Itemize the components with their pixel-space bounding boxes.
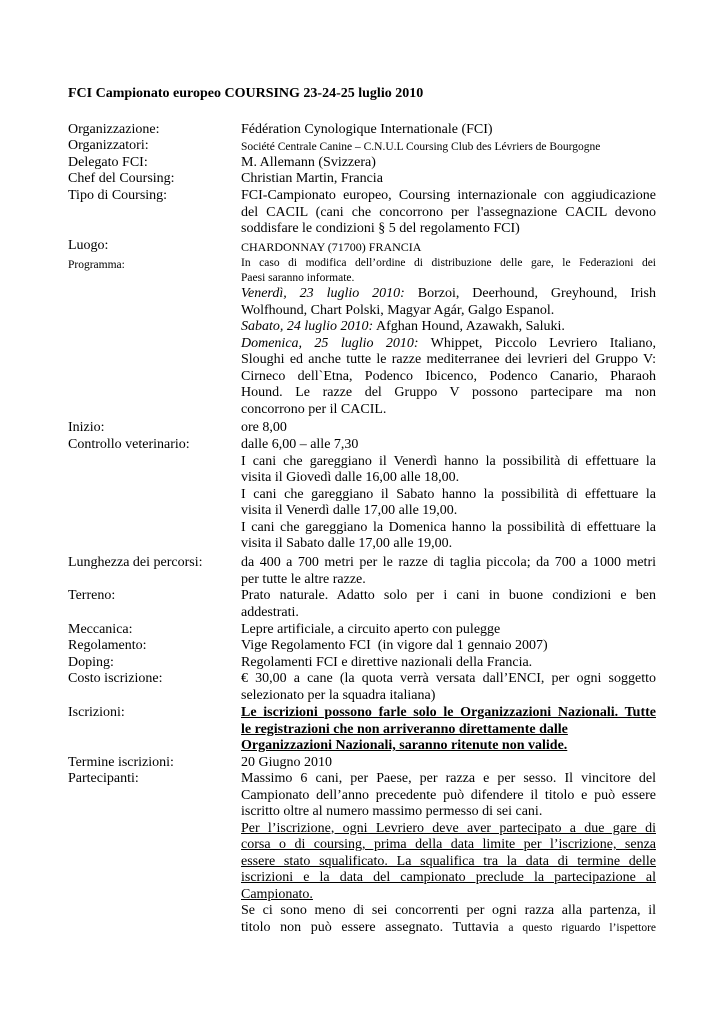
text-line: I cani che gareggiano il Venerdì hanno la possibilità di effettuare la	[241, 453, 656, 469]
value-organizzatori: Société Centrale Canine – C.N.U.L Coursing Club des Lévriers de Bourgogne	[241, 141, 601, 153]
label-chef: Chef del Coursing:	[68, 171, 175, 186]
text-line: del CACIL (cani che concorrono per l'assegnazione CACIL devono	[241, 204, 656, 220]
text-line: I cani che gareggiano la Domenica hanno la possibilità di effettuare la	[241, 519, 656, 535]
text-line: Se ci sono meno di sei concorrenti per ogni razza alla partenza, il	[241, 903, 656, 918]
text-line: dalle 6,00 – alle 7,30	[241, 437, 359, 452]
value-controllo	[241, 437, 656, 553]
value-delegato: M. Allemann (Svizzera)	[241, 155, 376, 170]
text-line: addestrati.	[241, 604, 299, 620]
label-lunghezza: Lunghezza dei percorsi:	[68, 555, 203, 570]
text-line: Per l’iscrizione, ogni Levriero deve aver partecipato a due gare di	[241, 820, 656, 836]
text-fragment: titolo non può essere assegnato. Tuttavia	[241, 919, 509, 935]
document-title: FCI Campionato europeo COURSING 23-24-25 luglio 2010	[68, 86, 424, 101]
text-line: I cani che gareggiano il Sabato hanno la possibilità di effettuare la	[241, 486, 656, 502]
text-line: Paesi saranno informate.	[241, 272, 355, 284]
label-iscrizioni: Iscrizioni:	[68, 705, 125, 720]
text-line: per tutte le altre razze.	[241, 571, 366, 587]
text-line	[241, 336, 656, 353]
text-line: Campionato.	[241, 886, 313, 902]
label-regolamento: Regolamento:	[68, 638, 147, 653]
text-line	[241, 286, 656, 303]
text-fragment: a questo riguardo l’ispettore	[508, 921, 657, 934]
text-line: Massimo 6 cani, per Paese, per razza e per sesso. Il vincitore del	[241, 771, 656, 786]
value-organizzazione: Fédération Cynologique Internationale (FCI)	[241, 122, 493, 137]
day-sabato: Sabato, 24 luglio 2010:	[241, 319, 374, 334]
label-organizzazione: Organizzazione:	[68, 122, 160, 137]
value-iscrizioni	[241, 705, 656, 755]
label-programma: Programma:	[68, 259, 125, 271]
text-line: Wolfhound, Chart Polski, Magyar Agár, Galgo Espanol.	[241, 302, 555, 318]
text-line: visita il Sabato dalle 17,00 alle 19,00.	[241, 536, 453, 551]
label-controllo: Controllo veterinario:	[68, 437, 190, 452]
text-line: iscrizioni e la data del campionato preclude la partecipazione al	[241, 870, 656, 885]
breeds-sabato: Afghan Hound, Azawakh, Saluki.	[373, 319, 565, 334]
label-delegato: Delegato FCI:	[68, 155, 148, 170]
text-line: Prato naturale. Adatto solo per i cani in buone condizioni e ben	[241, 588, 656, 603]
label-terreno: Terreno:	[68, 588, 116, 603]
text-line: € 30,00 a cane (la quota verrà versata dall’ENCI, per ogni soggetto	[241, 671, 656, 686]
text-line: corsa o di coursing, prima della data limite per l’iscrizione, senza	[241, 837, 656, 852]
text-line: Campionato dell’anno precedente può difendere il titolo e può essere	[241, 787, 656, 803]
label-costo: Costo iscrizione:	[68, 671, 163, 686]
label-meccanica: Meccanica:	[68, 622, 133, 637]
text-line: Sloughi ed anche tutte le razze mediterranee dei levrieri del Gruppo V:	[241, 352, 656, 367]
value-luogo: CHARDONNAY (71700) FRANCIA	[241, 240, 422, 254]
text-line: Organizzazioni Nazionali, saranno ritenute non valide.	[241, 738, 568, 753]
value-partecipanti	[241, 771, 656, 936]
day-domenica: Domenica, 25 luglio 2010:	[241, 335, 419, 351]
text-line: soddisfare le condizioni § 5 del regolamento FCI)	[241, 221, 520, 236]
breeds-venerdi: Borzoi, Deerhound, Greyhound, Irish	[404, 286, 657, 301]
value-terreno	[241, 588, 656, 621]
text-line	[241, 319, 656, 336]
value-costo	[241, 671, 656, 704]
value-programma	[241, 256, 656, 418]
text-line: Le iscrizioni possono farle solo le Organizzazioni Nazionali. Tutte	[241, 705, 656, 720]
text-line: iscritto oltre al numero massimo permesso di sei cani.	[241, 804, 543, 819]
value-tipo	[241, 188, 656, 238]
value-meccanica: Lepre artificiale, a circuito aperto con pulegge	[241, 622, 501, 637]
text-line: selezionato per la squadra italiana)	[241, 687, 436, 703]
value-regolamento: Vige Regolamento FCI (in vigore dal 1 gennaio 2007)	[241, 638, 548, 653]
text-line: visita il Giovedì dalle 16,00 alle 18,00.	[241, 470, 460, 485]
text-line: Hound. Le razze del Gruppo V possono partecipare ma non	[241, 385, 656, 400]
label-luogo: Luogo:	[68, 238, 109, 253]
breeds-domenica: Whippet, Piccolo Levriero Italiano,	[418, 335, 656, 351]
value-lunghezza	[241, 555, 656, 588]
text-line: In caso di modifica dell’ordine di distribuzione delle gare, le Federazioni dei	[241, 257, 656, 269]
value-doping: Regolamenti FCI e direttive nazionali della Francia.	[241, 655, 533, 670]
label-termine: Termine iscrizioni:	[68, 755, 174, 770]
text-line: le registrazioni che non arriveranno direttamente dalle	[241, 721, 568, 737]
value-chef: Christian Martin, Francia	[241, 171, 383, 186]
label-inizio: Inizio:	[68, 420, 105, 435]
text-line: visita il Venerdì dalle 17,00 alle 19,00.	[241, 503, 458, 518]
label-doping: Doping:	[68, 655, 114, 670]
text-line: essere stato squalificato. La squalifica tra la data di termine delle	[241, 853, 656, 869]
text-line: da 400 a 700 metri per le razze di taglia piccola; da 700 a 1000 metri	[241, 555, 656, 570]
label-organizzatori: Organizzatori:	[68, 138, 149, 153]
label-tipo: Tipo di Coursing:	[68, 188, 168, 203]
text-line	[241, 920, 656, 937]
day-venerdi: Venerdì, 23 luglio 2010:	[241, 286, 405, 301]
value-termine: 20 Giugno 2010	[241, 755, 332, 770]
text-line: Cirneco dell`Etna, Podenco Ibicenco, Podenco Canario, Pharaoh	[241, 368, 656, 384]
value-inizio: ore 8,00	[241, 420, 287, 435]
label-partecipanti: Partecipanti:	[68, 771, 139, 786]
text-line: concorrono per il CACIL.	[241, 401, 387, 417]
text-line: FCI-Campionato europeo, Coursing internazionale con aggiudicazione	[241, 188, 656, 203]
